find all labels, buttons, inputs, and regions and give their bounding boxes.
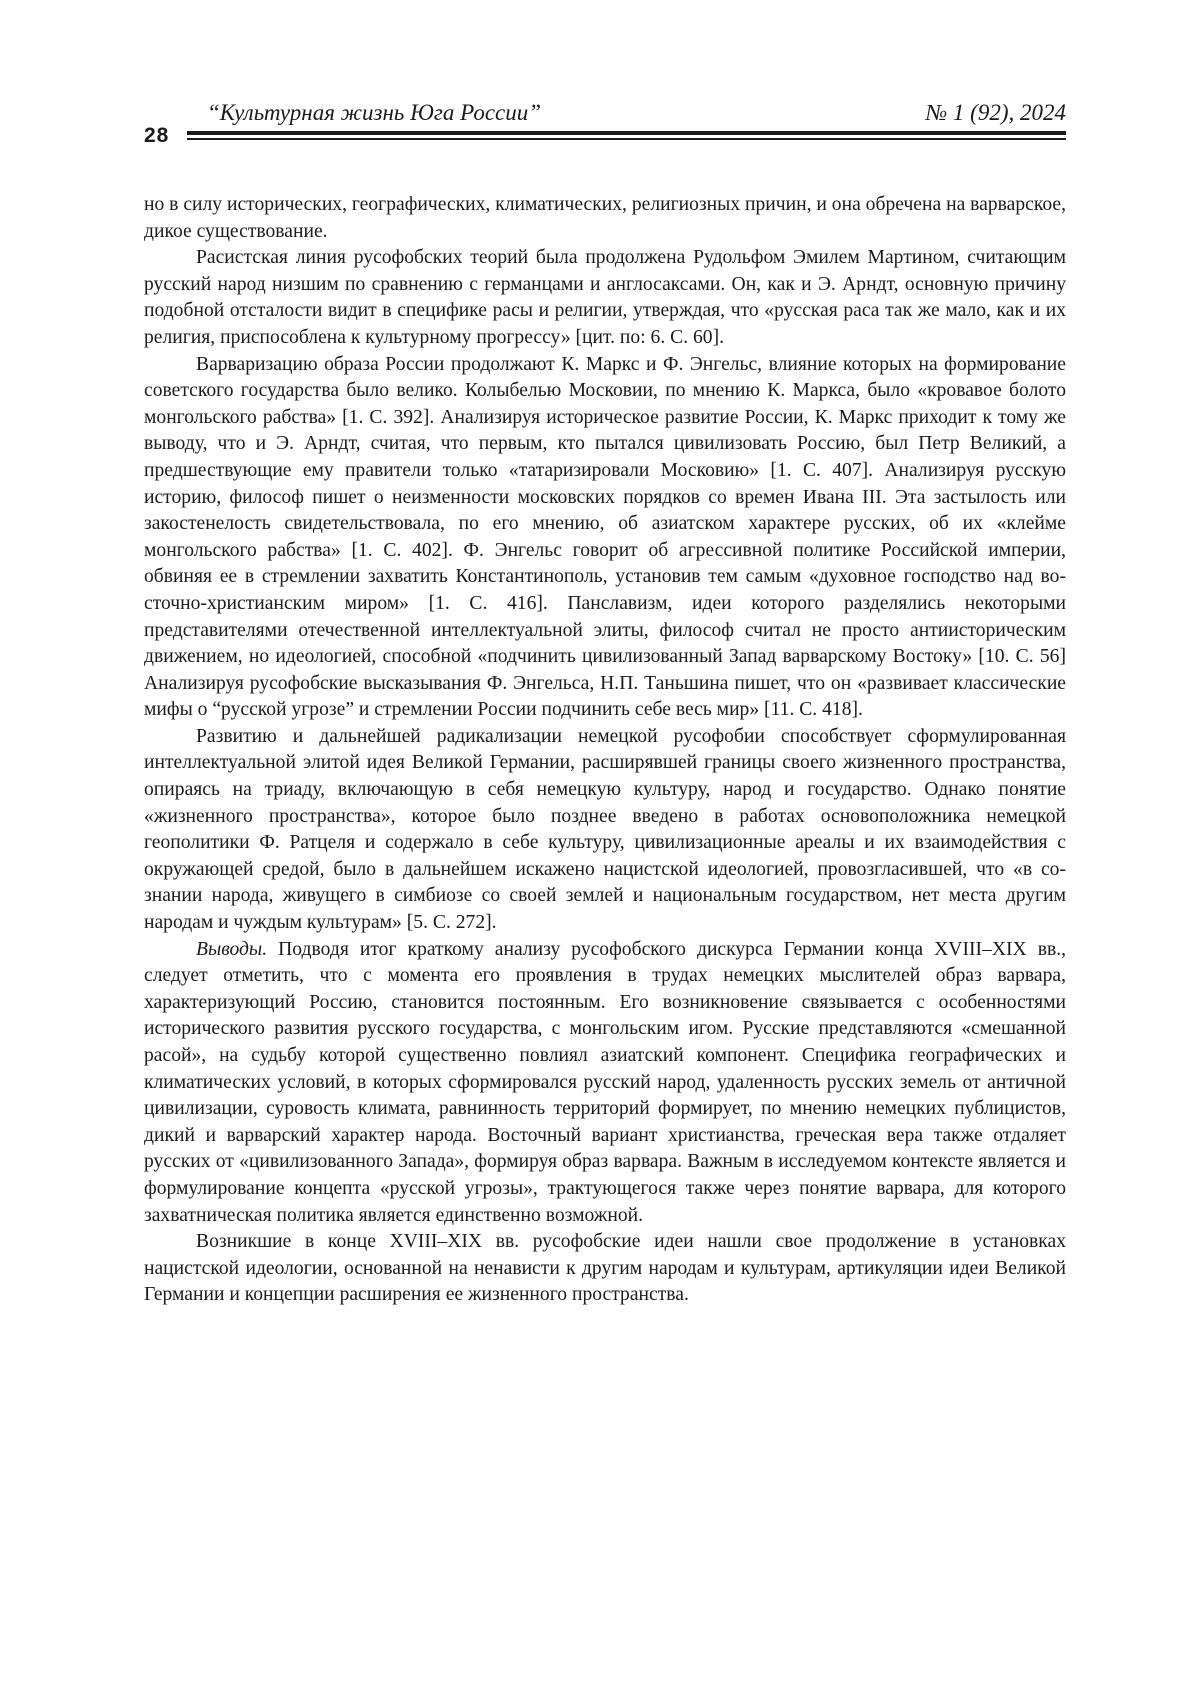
paragraph-final: Возникшие в конце XVIII–XIX вв. русофобские идеи нашли свое продолжение в установках нацистской идеологии, основанной на ненависти к другим народам и культурам, артикуляции идеи Великой Германии и концепции расширения ее жизненного пространства.: [144, 1229, 1066, 1309]
page-header: [144, 100, 1066, 144]
paragraph-greater-germany: Развитию и дальнейшей радикализации немецкой русофобии способствует сформу­лированная интеллектуальной элитой идея Великой Германии, расширявшей границы сво­его жизненного пространства, опираясь на триаду, включающую в себя немецкую культу­ру, народ и государство. Однако понятие «жизненного пространства», которое было по­зднее введено в работах основоположника немецкой геополитики Ф. Ратцеля и содер­жало в себе культуру, цивилизационные ареалы и их взаимодействия с окружающей сре­дой, было в дальнейшем искажено нацистской идеологией, провозгласившей, что «в со­знании народа, живущего в симбиозе со своей землей и национальным государством, нет места другим народам и чуждым культурам» [5. С. 272].: [144, 724, 1066, 937]
header-rule-thin: [187, 138, 1066, 140]
article-body: [144, 192, 1066, 1309]
page-number: 28: [144, 124, 169, 148]
paragraph-conclusions: [144, 937, 1066, 1230]
conclusions-text: Подводя итог краткому анализу русофобского дискурса Германии конца XVIII–XIX вв., следует отметить, что с момента его проявления в трудах немецких мыслителей образ варвара, характеризующий Россию, становится постоянным. Его воз­никновение связывается с особенностями исторического развития русского государства, с монгольским игом. Русские представляются «смешанной расой», на судьбу которой существенно повлиял азиатский компонент. Специфика географических и климатических условий, в которых сформировался русский народ, удаленность русских земель от ан­тичной цивилизации, суровость климата, равнинность территорий формирует, по мнению немецких публицистов, дикий и варварский характер народа. Восточный вариант хрис­тианства, греческая вера также отдаляет русских от «цивилизованного Запада», фор­мируя образ варвара. Важным в исследуемом контексте является и формулирование концепта «русской угрозы», трактующегося также через понятие варвара, для которого захватническая политика является единственно возможной.: [144, 939, 1066, 1226]
journal-title: “Культурная жизнь Юга России”: [207, 100, 541, 126]
paragraph-martin: Расистская линия русофобских теорий была продолжена Рудольфом Эмилем Мар­тином, считающим русский народ низшим по сравнению с германцами и англосаксами. Он, как и Э. Арндт, основную причину подобной отсталости видит в специфике расы и религии, утверждая, что «русская раса так же мало, как и их религия, приспособлена к культурному прогрессу» [цит. по: 6. С. 60].: [144, 245, 1066, 351]
conclusions-lead: Выводы.: [196, 939, 267, 960]
header-rule-thick: [187, 131, 1066, 135]
paragraph-marx-engels: Варваризацию образа России продолжают К. Маркс и Ф. Энгельс, влияние кото­рых на формирование советского государства было велико. Колыбелью Московии, по мнению К. Маркса, было «кровавое болото монгольского рабства» [1. С. 392]. Анали­зируя историческое развитие России, К. Маркс приходит к тому же выводу, что и Э. Арндт, считая, что первым, кто пытался цивилизовать Россию, был Петр Великий, а предшествующие ему правители только «татаризировали Московию» [1. С. 407]. Ана­лизируя русскую историю, философ пишет о неизменности московских порядков со вре­мен Ивана III. Эта застылость или закостенелость свидетельствовала, по его мнению, об азиатском характере русских, об их «клейме монгольского рабства» [1. С. 402]. Ф. Энгельс говорит об агрессивной политике Российской империи, обвиняя ее в стрем­лении захватить Константинополь, установив тем самым «духовное господство над во­сточно-христианским миром» [1. С. 416]. Панславизм, идеи которого разделялись неко­торыми представителями отечественной интеллектуальной элиты, философ считал не просто антиисторическим движением, но идеологией, способной «подчинить цивилизо­ванный Запад варварскому Востоку» [10. С. 56] Анализируя русофобские высказыва­ния Ф. Энгельса, Н.П. Таньшина пишет, что он «развивает классические мифы о “рус­ской угрозе” и стремлении России подчинить себе весь мир» [11. С. 418].: [144, 352, 1066, 724]
paragraph-continuation: но в силу исторических, географических, климатических, религиозных причин, и она об­речена на варварское, дикое существование.: [144, 192, 1066, 245]
issue-info: № 1 (92), 2024: [925, 100, 1066, 126]
